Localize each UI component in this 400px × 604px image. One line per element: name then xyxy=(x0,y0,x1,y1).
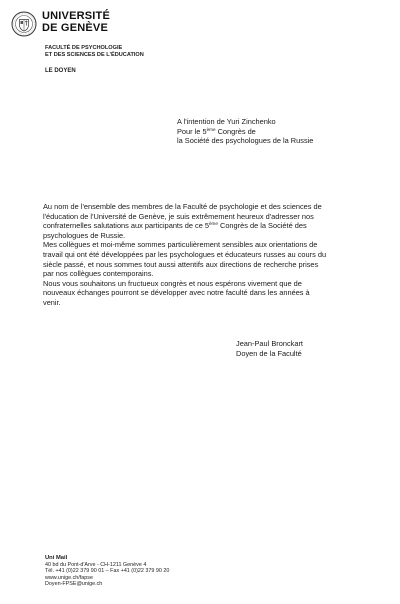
footer-website-link[interactable]: www.unige.ch/fapse xyxy=(45,574,93,581)
footer-street: 40 bd du Pont-d'Arve - CH-1211 Genève 4 xyxy=(45,561,147,568)
university-name xyxy=(42,10,110,34)
body-line: travail qui ont été développées par les psychologues et éducateurs russes au cours du xyxy=(43,249,327,259)
addressee-line3: la Société des psychologues de la Russie xyxy=(177,136,314,146)
faculty-name xyxy=(45,45,144,59)
addressee-line2 xyxy=(177,127,313,137)
body-line xyxy=(43,221,373,231)
body-line: l'éducation de l'Université de Genève, je suis extrêmement heureux d'adresser nos xyxy=(43,211,314,221)
addressee-block xyxy=(177,117,313,146)
signatory-name: Jean-Paul Bronckart xyxy=(236,339,303,348)
body-line-sup: ème xyxy=(208,221,218,227)
body-line: Nous vous souhaitons un fructueux congrès et nous espérons vivement que de xyxy=(43,278,302,288)
body-line: psychologues de Russie. xyxy=(43,230,126,240)
body-line-suffix: Congrès de la Société des xyxy=(217,221,307,231)
footer-email-link[interactable]: Doyen-FPSE@unige.ch xyxy=(45,581,103,588)
addressee-line1: A l'intention de Yuri Zinchenko xyxy=(177,117,276,126)
university-seal-icon xyxy=(11,11,37,37)
body-line: nouveaux échanges pourront se développer avec notre faculté dans les années à xyxy=(43,288,310,298)
addressee-line2-sup: ème xyxy=(206,126,216,132)
body-paragraph-3 xyxy=(43,279,373,308)
body-paragraph-1 xyxy=(43,202,373,240)
faculty-name-line2: ET DES SCIENCES DE L'ÉDUCATION xyxy=(45,52,144,58)
footer-address xyxy=(45,555,169,588)
faculty-name-line1: FACULTÉ DE PSYCHOLOGIE xyxy=(45,45,123,51)
body-line-prefix: confraternelles salutations aux participants de ce 5 xyxy=(43,221,209,231)
body-line: venir. xyxy=(43,297,61,307)
university-name-line1: UNIVERSITÉ xyxy=(42,10,111,22)
signatory-title: Doyen de la Faculté xyxy=(236,348,302,358)
footer-phone-fax: Tél. +41 (0)22 379 90 01 – Fax +41 (0)22 379 90 20 xyxy=(45,568,170,575)
body-line: Mes collègues et moi-même sommes particulièrement sensibles aux orientations de xyxy=(43,240,318,250)
university-name-line2: DE GENÈVE xyxy=(42,22,108,34)
signature-block xyxy=(236,339,303,358)
letterhead xyxy=(11,8,211,48)
body-line: siècle passé, et nous sommes tout aussi attentifs aux directions de recherche prises xyxy=(43,259,319,269)
addressee-line2-suffix: Congrès de xyxy=(215,126,256,136)
footer-title: Uni Mail xyxy=(45,555,68,561)
letter-body xyxy=(43,202,373,308)
body-line: par nos collègues contemporains. xyxy=(43,269,154,279)
office-title: LE DOYEN xyxy=(45,68,76,74)
body-line: Au nom de l'ensemble des membres de la Faculté de psychologie et des sciences de xyxy=(43,202,322,211)
body-paragraph-2 xyxy=(43,240,373,278)
addressee-line2-prefix: Pour le 5 xyxy=(177,126,207,136)
